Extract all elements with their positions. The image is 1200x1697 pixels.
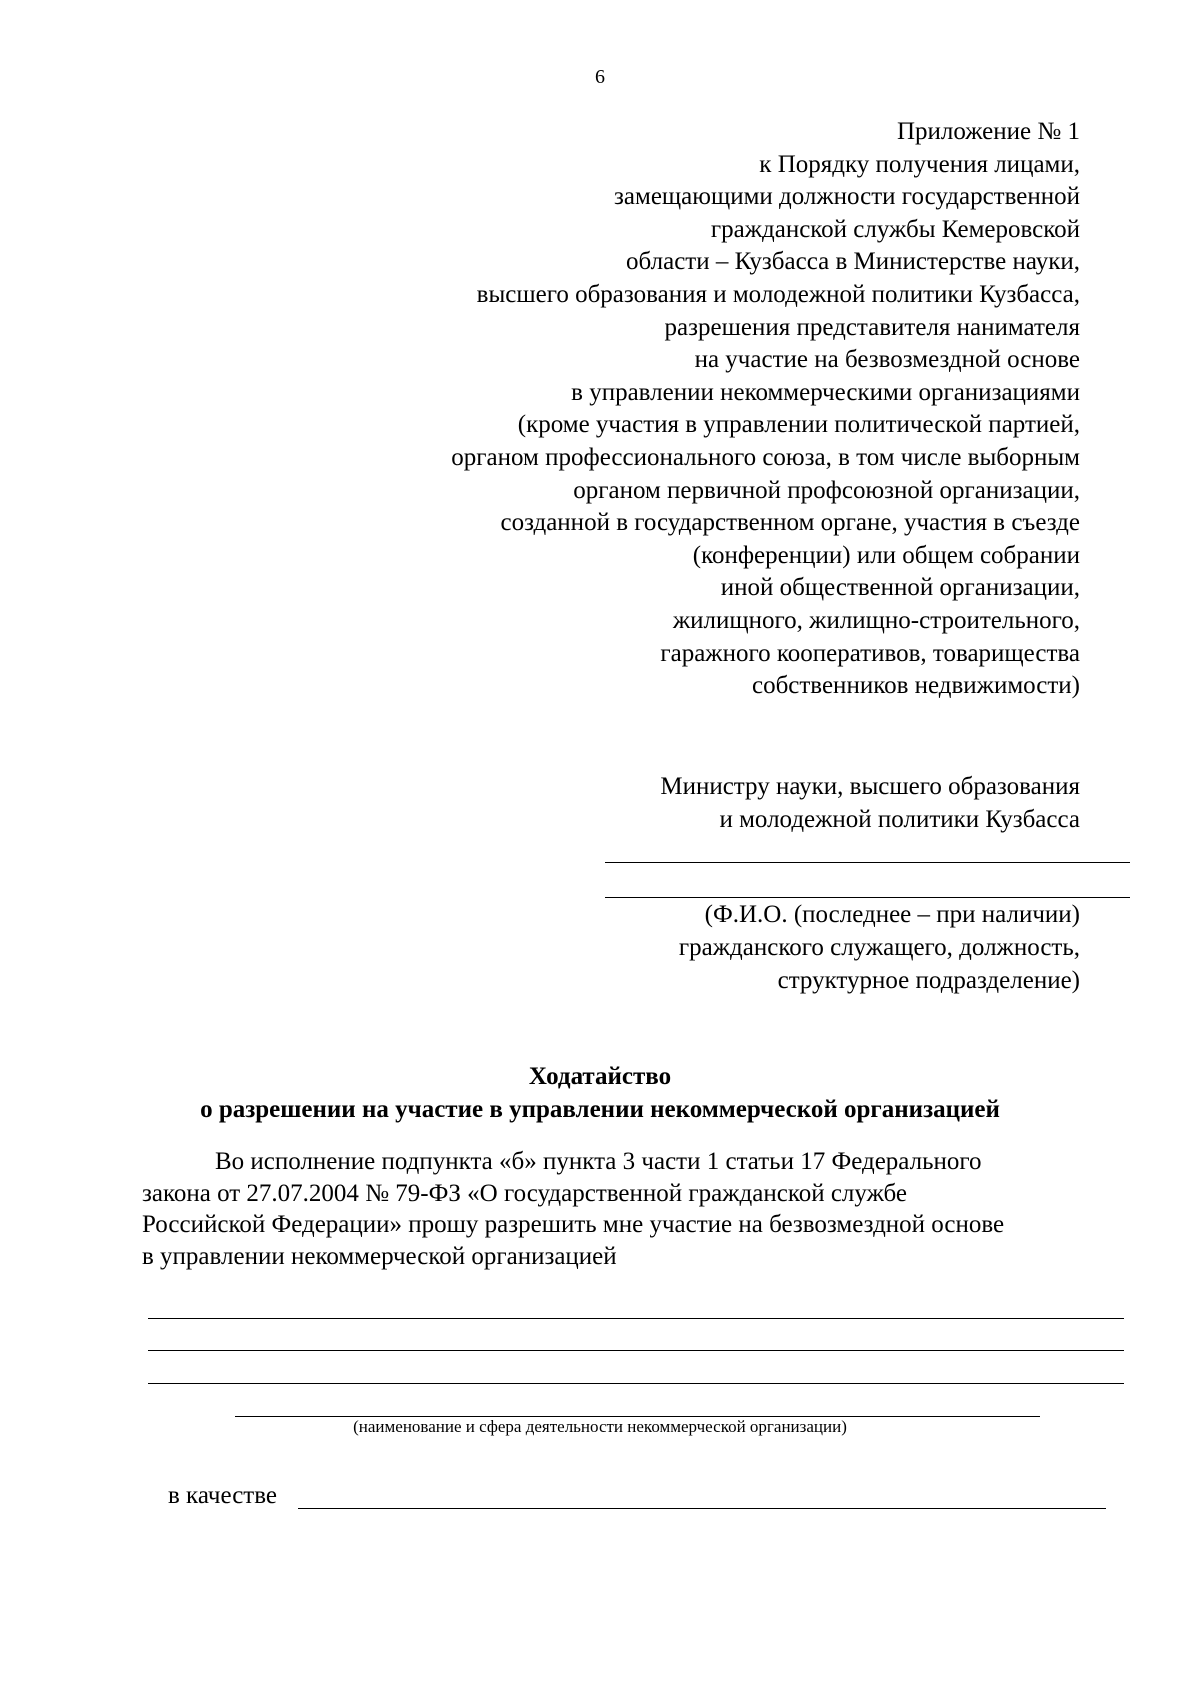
- appendix-line: гаражного кооперативов, товарищества: [660, 639, 1080, 667]
- org-name-blank-1[interactable]: [148, 1318, 1124, 1319]
- petition-word: №: [365, 1179, 390, 1207]
- addressee-line: и молодежной политики Кузбасса: [719, 806, 1080, 833]
- petition-line-2: [142, 1178, 1130, 1210]
- addressee-line: Министру науки, высшего образования: [660, 773, 1080, 800]
- petition-word: «О: [467, 1179, 498, 1207]
- appendix-line: разрешения представителя нанимателя: [664, 313, 1080, 341]
- appendix-line: иной общественной организации,: [720, 574, 1080, 602]
- title-line-1: Ходатайство: [528, 1063, 672, 1090]
- org-name-blank-3[interactable]: [148, 1383, 1124, 1384]
- appendix-line: замещающими должности государственной: [614, 183, 1080, 211]
- appendix-line: на участие на безвозмездной основе: [694, 346, 1080, 374]
- appendix-line: гражданской службы Кемеровской: [710, 215, 1080, 243]
- capacity-blank[interactable]: [298, 1508, 1106, 1509]
- fio-caption: [679, 898, 1080, 997]
- petition-word: гражданской: [688, 1179, 825, 1207]
- petition-word: 79-ФЗ: [395, 1179, 461, 1207]
- org-caption: (наименование и сфера деятельности некоммерческой организации): [353, 1417, 847, 1436]
- addressee: [660, 770, 1080, 836]
- appendix-line: созданной в государственном органе, участия в съезде: [500, 509, 1080, 537]
- appendix-line: собственников недвижимости): [751, 672, 1080, 700]
- petition-line-1: Во исполнение подпункта «б» пункта 3 части 1 статьи 17 Федерального: [215, 1148, 982, 1175]
- fio-caption-line: структурное подразделение): [777, 967, 1080, 994]
- petition-word: службе: [830, 1179, 907, 1207]
- appendix-line: органом профессионального союза, в том числе выборным: [451, 443, 1080, 471]
- document-title: [0, 1060, 1200, 1126]
- appendix-line: органом первичной профсоюзной организации,: [573, 476, 1080, 504]
- addressee-name-blank-1[interactable]: [605, 862, 1130, 863]
- petition-word: закона: [142, 1179, 211, 1207]
- page-number: 6: [595, 66, 605, 88]
- fio-caption-line: гражданского служащего, должность,: [678, 934, 1080, 961]
- appendix-line: области – Кузбасса в Министерстве науки,: [626, 248, 1080, 276]
- appendix-line: жилищного, жилищно-строительного,: [672, 606, 1080, 634]
- appendix-line: к Порядку получения лицами,: [759, 150, 1080, 178]
- petition-line-3: Российской Федерации» прошу разрешить мне участие на безвозмездной основе: [142, 1211, 1005, 1238]
- fio-caption-line: (Ф.И.О. (последнее – при наличии): [704, 901, 1080, 928]
- appendix-line: в управлении некоммерческими организациями: [571, 378, 1080, 406]
- petition-text: [142, 1146, 1130, 1272]
- appendix-line: (конференции) или общем собрании: [692, 541, 1080, 569]
- appendix-line: (кроме участия в управлении политической партией,: [517, 411, 1080, 439]
- appendix-line: Приложение № 1: [896, 118, 1080, 145]
- petition-line-4: в управлении некоммерческой организацией: [142, 1242, 617, 1270]
- title-line-2: о разрешении на участие в управлении некоммерческой организацией: [200, 1096, 1000, 1123]
- petition-word: от 27.07.2004: [217, 1179, 359, 1207]
- appendix-header: [451, 116, 1080, 703]
- org-name-blank-2[interactable]: [148, 1350, 1124, 1351]
- petition-word: государственной: [503, 1179, 683, 1207]
- appendix-line: высшего образования и молодежной политики Кузбасса,: [476, 280, 1080, 308]
- capacity-label: в качестве: [168, 1482, 277, 1509]
